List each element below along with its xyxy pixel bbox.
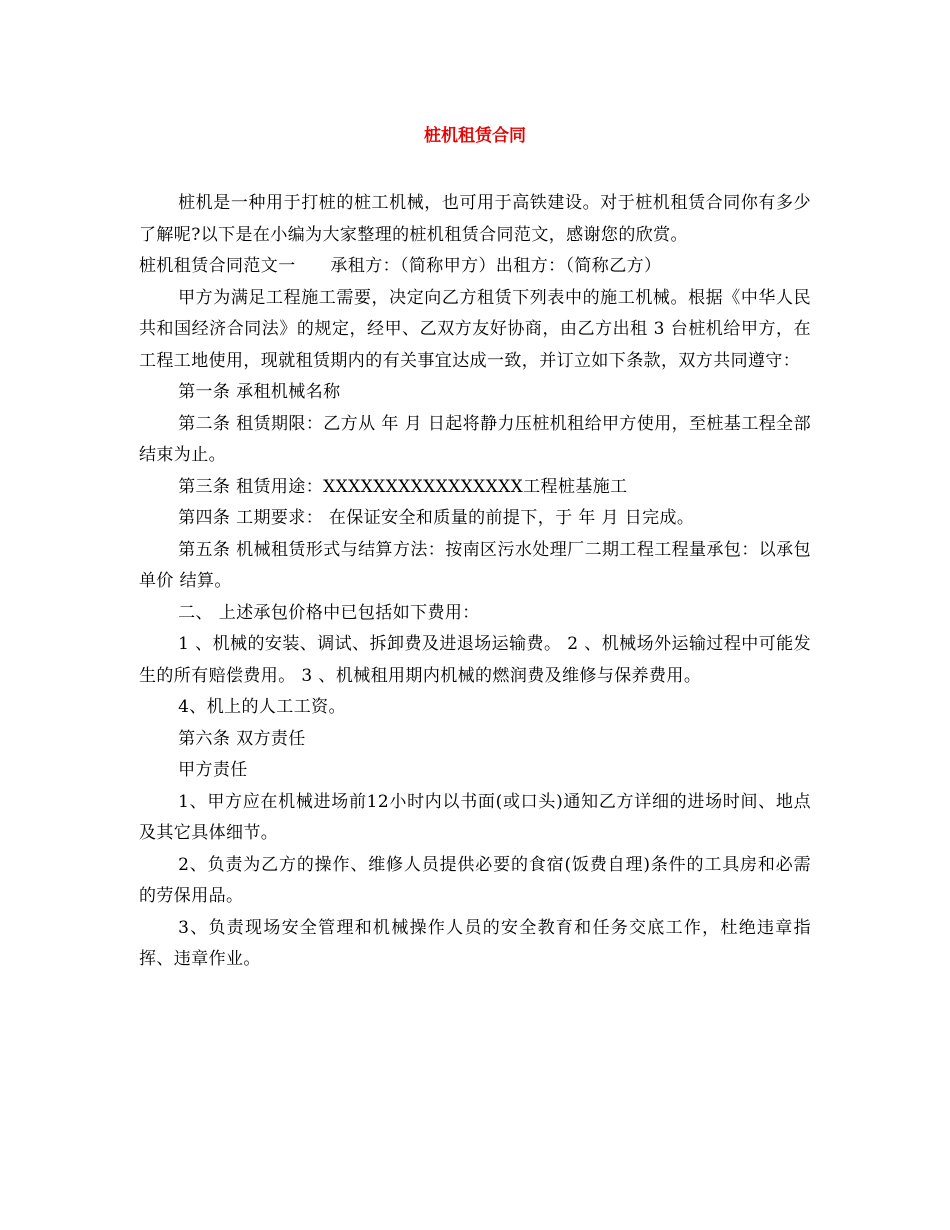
clause-1: 第一条 承租机械名称 bbox=[178, 382, 341, 402]
fee-item-4: 4、机上的人工工资。 bbox=[178, 697, 346, 717]
clause-2: 第二条 租赁期限：乙方从 年 月 日起将静力压桩机租给甲方使用，至桩基工程全部结束为止。 bbox=[139, 413, 811, 465]
party-a-duties-heading: 甲方责任 bbox=[178, 760, 248, 780]
clause-5: 第五条 机械租赁形式与结算方法：按南区污水处理厂二期工程工程量承包：以承包单价 结算。 bbox=[139, 539, 811, 591]
party-a-duty-3: 3、负责现场安全管理和机械操作人员的安全教育和任务交底工作，杜绝违章指挥、违章作业。 bbox=[139, 917, 811, 969]
paragraph-preamble: 甲方为满足工程施工需要，决定向乙方租赁下列表中的施工机械。根据《中华人民共和国经济合同法》的规定，经甲、乙双方友好协商，由乙方出租 3 台桩机给甲方，在 工程工地使用，现就租赁期内的有关事宜达成一致，并订立如下条款，双方共同遵守： bbox=[139, 287, 817, 371]
document-title: 桩机租赁合同 bbox=[424, 126, 526, 146]
paragraph-intro: 桩机是一种用于打桩的桩工机械，也可用于高铁建设。对于桩机租赁合同你有多少了解呢?以下是在小编为大家整理的桩机租赁合同范文，感谢您的欣赏。 bbox=[139, 193, 811, 245]
paragraph-parties: 桩机租赁合同范文一 承租方：（简称甲方）出租方：（简称乙方） bbox=[139, 256, 662, 276]
fee-items: 1 、机械的安装、调试、拆卸费及进退场运输费。 2 、机械场外运输过程中可能发生的所有赔偿费用。 3 、机械租用期内机械的燃润费及维修与保养费用。 bbox=[139, 634, 811, 686]
document-body bbox=[139, 188, 817, 976]
section-2-heading: 二、 上述承包价格中已包括如下费用： bbox=[178, 602, 480, 623]
clause-6: 第六条 双方责任 bbox=[178, 728, 306, 749]
party-a-duty-2: 2、负责为乙方的操作、维修人员提供必要的食宿(饭费自理)条件的工具房和必需的劳保用品。 bbox=[139, 854, 811, 906]
party-a-duty-1: 1、甲方应在机械进场前12小时内以书面(或口头)通知乙方详细的进场时间、地点及其它具体细节。 bbox=[139, 791, 811, 843]
clause-3: 第三条 租赁用途：XXXXXXXXXXXXXXXX工程桩基施工 bbox=[178, 476, 628, 497]
clause-4: 第四条 工期要求： 在保证安全和质量的前提下，于 年 月 日完成。 bbox=[178, 508, 695, 528]
